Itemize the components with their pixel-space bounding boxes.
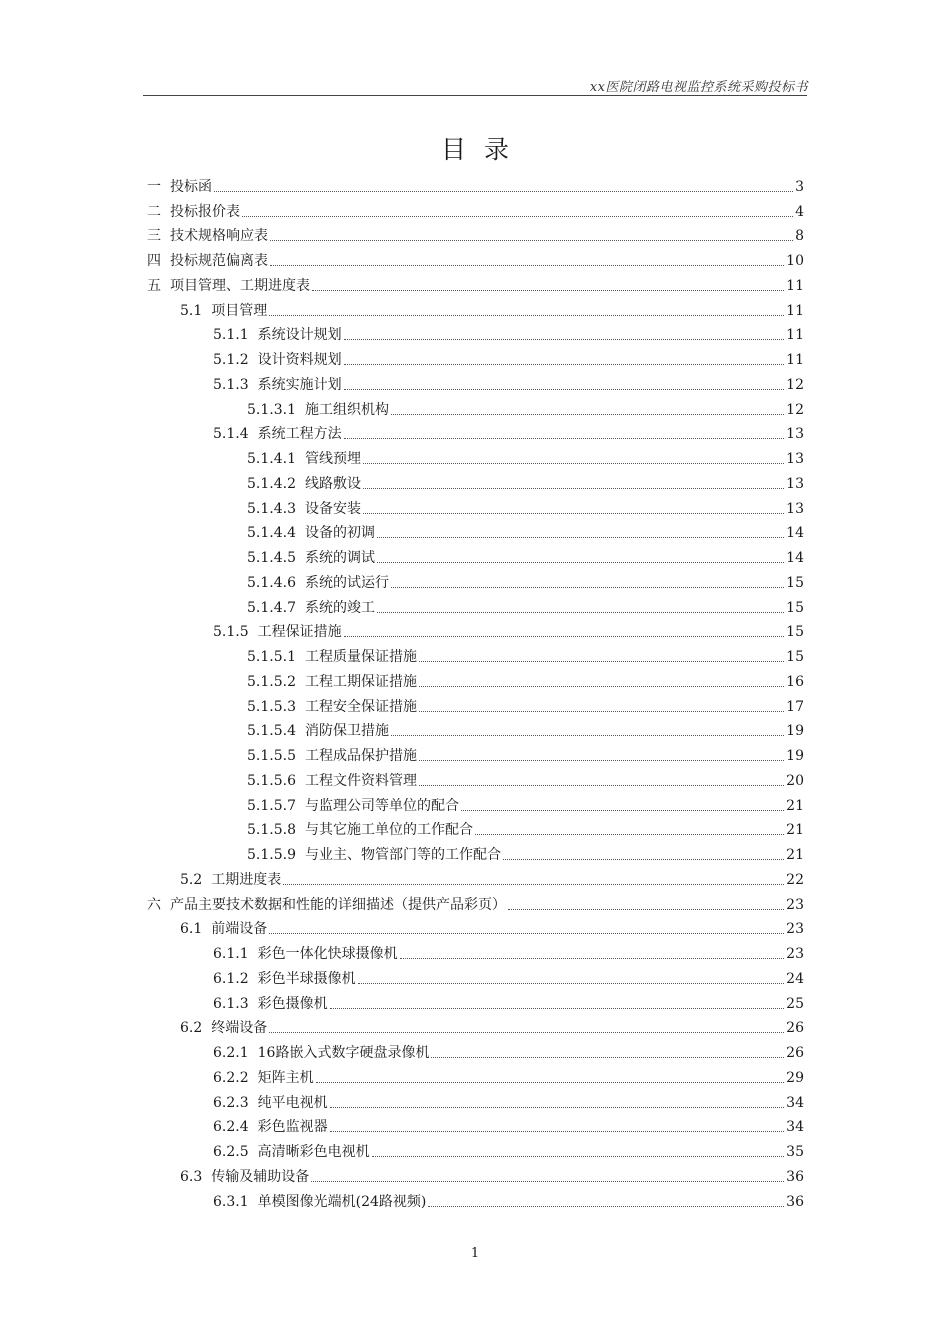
toc-entry-page: 12 [786,401,804,418]
toc-entry-number: 五 [147,277,161,294]
toc-dot-leader [377,537,784,538]
toc-dot-leader [508,909,784,910]
toc-entry-number: 5.1.3.1 [247,401,296,418]
toc-entry-label [247,450,361,468]
toc-entry[interactable] [147,939,804,964]
toc-entry-page: 17 [786,698,804,715]
toc-entry[interactable] [147,865,804,890]
toc-entry-number: 5.2 [180,871,203,888]
toc-entry[interactable] [147,593,804,618]
toc-entry[interactable] [147,222,804,247]
toc-dot-leader [391,587,784,588]
toc-entry-text: 彩色半球摄像机 [257,970,356,987]
toc-entry[interactable] [147,766,804,791]
toc-entry-number: 6.2.3 [213,1094,249,1111]
toc-entry-page: 15 [786,624,804,641]
toc-entry-text: 投标规范偏离表 [170,253,268,269]
toc-entry-number: 四 [147,253,161,269]
toc-dot-leader [283,884,784,885]
toc-entry-text: 工程文件资料管理 [304,772,417,789]
toc-entry-label [247,772,417,790]
toc-entry-text: 施工组织机构 [304,401,389,418]
toc-dot-leader [419,711,784,712]
toc-entry-label [213,351,342,369]
toc-dot-leader [316,1082,785,1083]
toc-entry[interactable] [147,543,804,568]
toc-entry-text: 工程工期保证措施 [304,673,417,690]
toc-entry-text: 消防保卫措施 [304,723,389,740]
toc-entry-page: 11 [786,327,804,344]
toc-dot-leader [311,1181,784,1182]
toc-entry[interactable] [147,791,804,816]
toc-entry-text: 投标报价表 [170,203,240,220]
toc-entry-number: 5.1.1 [213,327,249,344]
toc-entry-number: 5.1.4.7 [247,599,296,616]
toc-entry-number: 6.2.5 [213,1144,249,1160]
toc-entry-page: 11 [786,277,804,294]
toc-entry-page: 15 [786,649,804,665]
toc-dot-leader [503,859,784,860]
toc-entry[interactable] [147,741,804,766]
toc-entry-number: 6.3.1 [213,1193,249,1210]
toc-dot-leader [363,463,784,464]
toc-dot-leader [270,240,793,241]
toc-entry-label [147,178,212,196]
toc-entry[interactable] [147,345,804,370]
toc-dot-leader [419,686,784,687]
toc-entry-text: 系统设计规划 [257,327,342,344]
toc-dot-leader [330,1008,785,1009]
toc-entry-page: 4 [795,203,804,220]
toc-dot-leader [214,191,793,192]
toc-entry-number: 5.1.5.2 [247,673,296,690]
toc-entry-label [213,945,398,963]
toc-entry-text: 单模图像光端机(24路视频) [257,1193,427,1210]
toc-entry-text: 产品主要技术数据和性能的详细描述（提供产品彩页） [170,896,506,913]
toc-entry-text: 设备安装 [304,500,361,517]
toc-entry-number: 5.1.4.6 [247,574,296,591]
toc-dot-leader [344,438,785,439]
toc-entry-text: 管线预埋 [304,451,361,467]
toc-dot-leader [377,562,784,563]
toc-entry-number: 5.1.4.5 [247,550,296,566]
toc-entry-number: 5.1.5.9 [247,847,296,863]
toc-entry-label [247,599,375,617]
toc-entry-label [247,648,417,666]
toc-entry[interactable] [147,395,804,420]
toc-entry-text: 系统的竣工 [304,599,375,616]
toc-entry-label [180,1168,309,1186]
toc-entry-number: 三 [147,228,161,245]
toc-dot-leader [269,315,784,316]
toc-entry-label [247,500,361,518]
toc-entry-number: 5.1.5.3 [247,698,296,715]
toc-dot-leader [242,216,793,217]
document-header-title: xx医院闭路电视监控系统采购投标书 [589,80,808,95]
toc-entry-label [213,376,342,394]
toc-entry-label [213,623,342,641]
toc-entry-label [213,995,328,1013]
toc-entry[interactable] [147,1113,804,1138]
toc-entry-page: 21 [786,797,804,814]
toc-entry-label [213,1118,328,1136]
toc-entry-text: 技术规格响应表 [170,228,268,245]
toc-entry-number: 6.2.1 [213,1045,249,1061]
toc-entry[interactable] [147,197,804,222]
toc-entry-page: 34 [786,1119,804,1136]
toc-entry[interactable] [147,915,804,940]
toc-entry[interactable] [147,1063,804,1088]
toc-entry-page: 10 [786,253,804,269]
toc-entry-text: 系统工程方法 [257,426,342,443]
toc-entry-number: 6.1.2 [213,970,249,987]
toc-entry[interactable] [147,989,804,1014]
toc-entry[interactable] [147,642,804,667]
toc-entry[interactable] [147,296,804,321]
toc-entry[interactable] [147,568,804,593]
toc-entry[interactable] [147,1162,804,1187]
toc-entry-label [180,1019,267,1037]
toc-dot-leader [419,661,784,662]
toc-dot-leader [363,513,784,514]
toc-entry-page: 20 [786,772,804,789]
toc-entry-text: 工程质量保证措施 [304,649,417,665]
toc-entry-number: 5.1 [180,302,203,319]
toc-entry-label [247,797,459,815]
toc-entry-page: 11 [786,302,804,319]
toc-entry-text: 与业主、物管部门等的工作配合 [304,847,501,863]
toc-entry-page: 36 [786,1168,804,1185]
toc-entry-label [247,401,389,419]
toc-entry-label [147,277,310,295]
toc-entry[interactable] [147,469,804,494]
toc-entry-number: 5.1.5 [213,624,249,641]
toc-entry-label [213,970,356,988]
toc-entry[interactable] [147,370,804,395]
toc-entry-number: 六 [147,896,161,913]
toc-entry-text: 线路敷设 [304,475,361,492]
toc-dot-leader [377,612,784,613]
toc-entry-label [213,1193,426,1211]
toc-entry-page: 21 [786,847,804,863]
toc-entry[interactable] [147,692,804,717]
toc-entry-text: 工程成品保护措施 [304,748,417,764]
toc-entry-text: 工程安全保证措施 [304,698,417,715]
toc-entry-label [147,896,506,914]
toc-entry-number: 5.1.5.5 [247,748,296,764]
toc-dot-leader [344,364,785,365]
toc-entry-text: 高清晰彩色电视机 [257,1144,370,1160]
header-rule [143,95,807,96]
toc-entry-label [247,747,417,765]
page-number: 1 [470,1246,480,1261]
toc-entry[interactable] [147,816,804,841]
toc-entry-label [213,1069,314,1087]
toc-entry-number: 5.1.4.2 [247,475,296,492]
toc-entry-page: 26 [786,1045,804,1061]
toc-entry-label [147,252,268,270]
toc-entry-label [247,673,417,691]
toc-dot-leader [358,983,785,984]
toc-entry-text: 项目管理 [211,302,268,319]
toc-entry-label [247,722,389,740]
toc-entry-label [180,302,267,320]
table-of-contents [147,172,804,1212]
toc-entry[interactable] [147,246,804,271]
toc-entry-page: 19 [786,748,804,764]
toc-entry-page: 36 [786,1193,804,1210]
toc-entry-number: 5.1.4.4 [247,525,296,542]
toc-entry[interactable] [147,1137,804,1162]
toc-entry-page: 11 [786,352,804,368]
toc-entry[interactable] [147,1088,804,1113]
toc-dot-leader [419,760,784,761]
toc-entry-number: 5.1.4.3 [247,500,296,517]
toc-entry[interactable] [147,717,804,742]
toc-dot-leader [391,735,784,736]
toc-entry-page: 35 [786,1144,804,1160]
toc-entry-text: 传输及辅助设备 [211,1168,310,1185]
toc-entry[interactable] [147,1014,804,1039]
toc-entry-page: 25 [786,995,804,1012]
toc-entry-text: 与其它施工单位的工作配合 [304,822,473,839]
toc-entry-page: 14 [786,525,804,542]
toc-entry[interactable] [147,172,804,197]
toc-entry-page: 13 [786,500,804,517]
toc-entry-label [213,1143,370,1161]
toc-entry-text: 工程保证措施 [257,624,342,641]
toc-dot-leader [431,1057,784,1058]
toc-entry-number: 5.1.5.4 [247,723,296,740]
toc-entry[interactable] [147,667,804,692]
toc-entry-text: 系统的试运行 [304,574,389,591]
toc-entry-text: 彩色一体化快球摄像机 [257,946,398,962]
toc-entry-text: 投标函 [170,178,212,195]
toc-entry-page: 23 [786,896,804,913]
toc-entry-page: 8 [795,228,804,245]
toc-dot-leader [330,1107,785,1108]
toc-dot-leader [269,933,784,934]
toc-entry[interactable] [147,890,804,915]
toc-entry-page: 26 [786,1020,804,1037]
toc-entry-page: 15 [786,574,804,591]
toc-entry-page: 16 [786,673,804,690]
toc-entry-page: 13 [786,475,804,492]
toc-entry-label [180,871,281,889]
toc-entry-page: 19 [786,723,804,740]
toc-entry-label [247,698,417,716]
toc-entry-text: 与监理公司等单位的配合 [304,797,459,814]
toc-entry-number: 5.1.5.8 [247,822,296,839]
toc-entry-label [247,574,389,592]
toc-entry-page: 29 [786,1069,804,1086]
toc-entry-label [247,475,361,493]
toc-entry-page: 14 [786,550,804,566]
toc-entry-page: 13 [786,426,804,443]
toc-entry[interactable] [147,271,804,296]
toc-dot-leader [344,389,785,390]
toc-dot-leader [419,785,784,786]
toc-entry[interactable] [147,1187,804,1212]
toc-entry-number: 5.1.5.7 [247,797,296,814]
toc-entry-number: 5.1.5.6 [247,772,296,789]
toc-entry[interactable] [147,964,804,989]
toc-entry-page: 13 [786,451,804,467]
toc-entry[interactable] [147,321,804,346]
toc-entry-text: 系统实施计划 [257,376,342,393]
toc-entry-number: 二 [147,203,161,220]
toc-entry-page: 3 [795,178,804,195]
toc-entry[interactable] [147,1038,804,1063]
toc-entry-number: 6.1.3 [213,995,249,1012]
toc-entry[interactable] [147,618,804,643]
toc-entry-text: 终端设备 [211,1020,268,1037]
toc-entry-text: 纯平电视机 [257,1094,328,1111]
toc-dot-leader [475,834,784,835]
toc-entry-page: 12 [786,376,804,393]
toc-entry-number: 5.1.4 [213,426,249,443]
toc-dot-leader [391,414,784,415]
toc-entry-page: 22 [786,871,804,888]
toc-entry-number: 6.1 [180,921,203,938]
toc-entry-page: 21 [786,822,804,839]
toc-entry-number: 5.1.4.1 [247,451,296,467]
toc-entry-page: 15 [786,599,804,616]
toc-entry[interactable] [147,519,804,544]
toc-entry-label [147,203,240,221]
toc-entry-text: 设备的初调 [304,525,375,542]
toc-entry-label [247,846,501,864]
toc-entry-page: 34 [786,1094,804,1111]
toc-entry[interactable] [147,840,804,865]
toc-entry[interactable] [147,420,804,445]
toc-entry-text: 系统的调试 [304,550,375,566]
toc-entry-label [180,920,267,938]
toc-entry-page: 24 [786,970,804,987]
toc-entry-page: 23 [786,946,804,962]
toc-dot-leader [330,1131,785,1132]
toc-entry-label [147,227,268,245]
toc-dot-leader [269,1032,784,1033]
toc-entry-text: 彩色监视器 [257,1119,328,1136]
toc-entry-number: 5.1.5.1 [247,649,296,665]
toc-entry-label [247,549,375,567]
toc-entry-page: 23 [786,921,804,938]
toc-heading: 目录 [440,135,527,164]
toc-entry-label [247,821,473,839]
toc-entry-text: 项目管理、工期进度表 [170,277,310,294]
toc-dot-leader [270,265,784,266]
toc-entry[interactable] [147,494,804,519]
toc-entry-label [247,524,375,542]
toc-dot-leader [461,810,784,811]
toc-entry-number: 5.1.3 [213,376,249,393]
toc-dot-leader [363,488,784,489]
toc-entry-text: 前端设备 [211,921,268,938]
toc-dot-leader [428,1206,784,1207]
toc-dot-leader [312,290,784,291]
toc-entry-number: 6.1.1 [213,946,249,962]
toc-entry-text: 矩阵主机 [257,1069,314,1086]
toc-entry-text: 工期进度表 [211,871,282,888]
toc-entry-label [213,1094,328,1112]
toc-entry-label [213,326,342,344]
toc-entry[interactable] [147,444,804,469]
toc-entry-number: 6.2.2 [213,1069,249,1086]
toc-entry-number: 6.3 [180,1168,203,1185]
toc-entry-text: 16路嵌入式数字硬盘录像机 [257,1045,430,1061]
toc-dot-leader [344,339,785,340]
toc-entry-number: 5.1.2 [213,352,249,368]
toc-entry-number: 6.2.4 [213,1119,249,1136]
toc-entry-text: 彩色摄像机 [257,995,328,1012]
toc-dot-leader [372,1156,785,1157]
toc-entry-text: 设计资料规划 [257,352,342,368]
toc-dot-leader [400,958,785,959]
toc-entry-number: 6.2 [180,1020,203,1037]
toc-dot-leader [344,636,785,637]
toc-entry-label [213,425,342,443]
toc-entry-label [213,1044,429,1062]
toc-entry-number: 一 [147,178,161,195]
